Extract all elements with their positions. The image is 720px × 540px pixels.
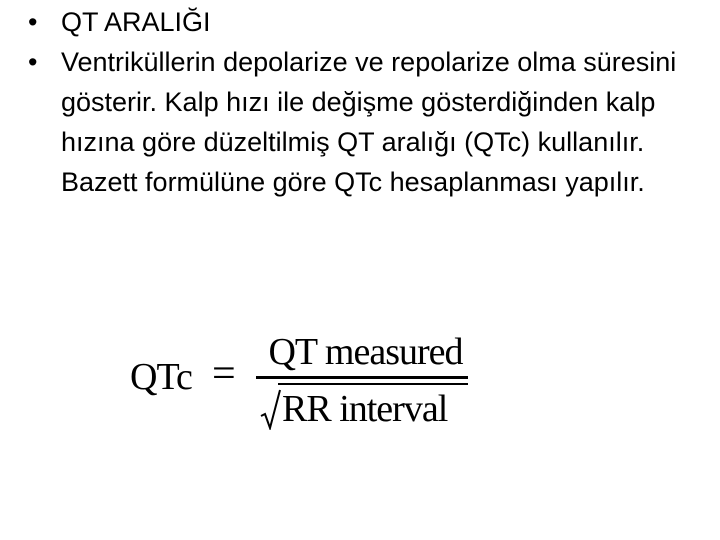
bullet-text-description: Ventriküllerin depolarize ve repolarize olma süresini gösterir. Kalp hızı ile değişme gösterdiğinden kalp hızına göre düzeltilmiş QT aralığı (QTc) kullanılır. Bazett formülüne göre QTc hesaplanması yapılır. [61,47,677,197]
formula-lhs: QTc [130,356,192,398]
bullet-list [28,2,678,202]
sqrt-vinculum [278,383,468,385]
bazett-formula [130,330,480,440]
bullet-dot-icon: • [28,47,38,77]
bullet-item-description [28,42,678,202]
formula-equals: = [212,351,236,397]
formula-denominator: RR interval [282,388,448,430]
fraction-line [256,376,468,379]
bullet-dot-icon: • [28,7,38,37]
bullet-text-title: QT ARALIĞI [61,7,211,37]
formula-numerator: QT measured [268,331,463,373]
square-root-icon [260,388,282,430]
bullet-item-title [28,2,678,42]
